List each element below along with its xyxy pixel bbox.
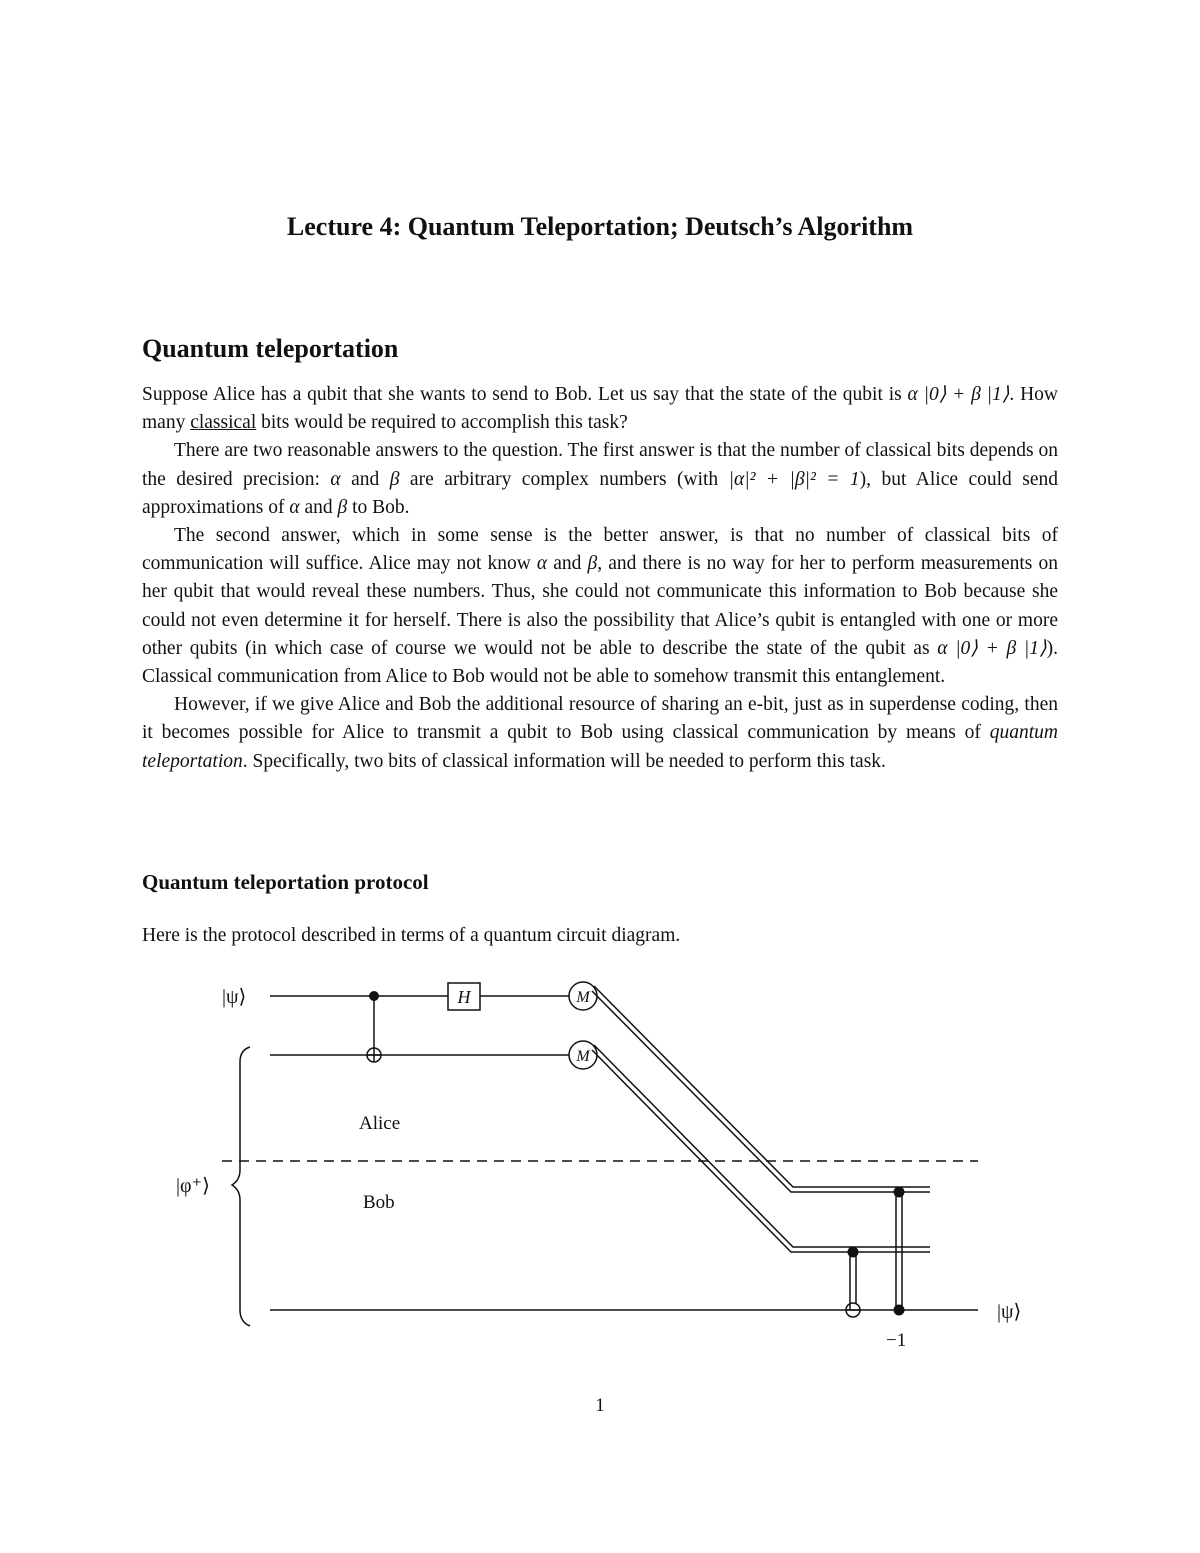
paragraph-3: The second answer, which in some sense is the better answer, is that no number of classical bits of communication will suffice. Alice may not know α and β, and there is no way for her to perform measurements on her qubit that would reveal these numbers. Thus, she could not communicate this information to Bob because she could not even determine it for herself. There is also the possibility that Alice’s qubit is entangled with one or more other qubits (in which case of course we would not be able to describe the state of the qubit as α |0⟩ + β |1⟩). Classical communication from Alice to Bob would not be able to somehow transmit this entanglement. bbox=[142, 525, 1058, 688]
controlled-x-control-dot bbox=[848, 1247, 859, 1258]
page-number: 1 bbox=[595, 1395, 605, 1416]
paragraph-4: However, if we give Alice and Bob the additional resource of sharing an e-bit, just as in superdense coding, then it becomes possible for Alice to transmit a qubit to Bob using classical communication by means of quantum teleportation. Specifically, two bits of classical information will be needed to perform this task. bbox=[142, 694, 1058, 772]
input-state-label: |ψ⟩ bbox=[222, 986, 247, 1008]
cnot-control-dot bbox=[369, 991, 379, 1001]
classical-wire-2b bbox=[592, 1050, 930, 1252]
emphasis-quantum-teleportation: quantum teleportation bbox=[142, 722, 1058, 772]
classical-wire-1a bbox=[594, 986, 930, 1187]
epr-brace bbox=[232, 1047, 250, 1326]
paragraph-1: Suppose Alice has a qubit that she wants to send to Bob. Let us say that the state of the qubit is α |0⟩ + β |1⟩. How many classical bits would be required to accomplish this task? bbox=[142, 384, 1059, 434]
underlined-classical: classical bbox=[190, 412, 257, 434]
circuit-intro: Here is the protocol described in terms of a quantum circuit diagram. bbox=[142, 925, 681, 946]
epr-state-label: |φ⁺⟩ bbox=[176, 1175, 210, 1197]
paragraph-2: There are two reasonable answers to the question. The first answer is that the number of classical bits depends on the desired precision: α and β are arbitrary complex numbers (with |α|² + |β|² = 1), but Alice could send approximations of α and β to Bob. bbox=[142, 440, 1058, 518]
bob-label: Bob bbox=[363, 1192, 395, 1213]
phase-label: −1 bbox=[886, 1330, 907, 1351]
subsection-heading: Quantum teleportation protocol bbox=[142, 870, 429, 894]
meter-symbol-bottom: M bbox=[576, 1048, 590, 1065]
section-heading: Quantum teleportation bbox=[142, 334, 399, 363]
classical-wire-2a bbox=[594, 1045, 930, 1247]
lecture-title: Lecture 4: Quantum Teleportation; Deutsch’s Algorithm bbox=[286, 212, 914, 241]
hadamard-label: H bbox=[457, 987, 471, 1007]
controlled-z-control-dot-bottom bbox=[894, 1305, 905, 1316]
meter-symbol-top: M bbox=[576, 989, 590, 1006]
controlled-z-control-dot-top bbox=[894, 1187, 905, 1198]
alice-label: Alice bbox=[359, 1113, 401, 1134]
classical-wire-1b bbox=[592, 991, 930, 1192]
output-state-label: |ψ⟩ bbox=[997, 1301, 1022, 1323]
